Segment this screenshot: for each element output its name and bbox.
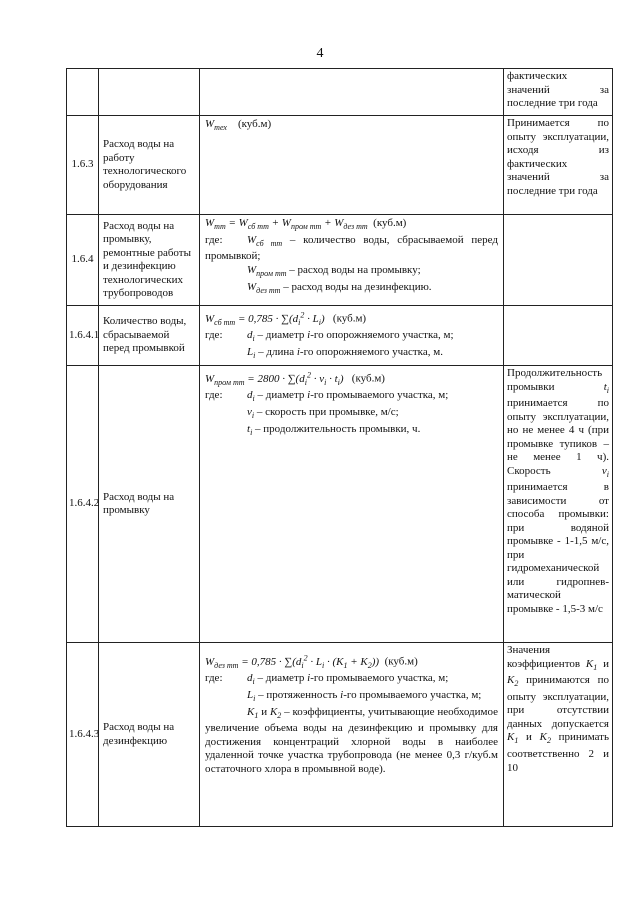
row-name: Количество воды, сбрасываемой перед промывкой xyxy=(99,306,200,366)
table-row xyxy=(67,306,613,366)
formula-line: где: $d_i$ – диаметр i-го промываемого участка, м; xyxy=(205,672,449,687)
row-number: 1.6.4.3 xyxy=(67,643,99,827)
row-name: Расход воды на работу технологического оборудования xyxy=(99,116,200,215)
row-formula xyxy=(200,643,504,827)
formula-line: $L_i$ – протяженность i-го промываемого участка, м; xyxy=(247,689,482,704)
water-consumption-table xyxy=(66,68,613,827)
formula-line: $v_i$ – скорость при промывке, м/с; xyxy=(247,406,399,421)
row-formula xyxy=(200,116,504,215)
formula-main: $W_{пром тт} = 2800 \cdot \sum(d_i^2 \cdot v_i \cdot t_i)$ (куб.м) xyxy=(205,370,385,387)
formula-main: $W_{дез тт} = 0,785 \cdot \sum(d_i^2 \cdot L_i \cdot (K_1 + K_2))$ (куб.м) xyxy=(205,653,418,670)
formula-line: $W_{дез тт}$ – расход воды на дезинфекцию. xyxy=(247,280,432,295)
formula-line: где: $d_i$ – диаметр i-го промываемого участка, м; xyxy=(205,389,449,404)
formula-line: где: $d_i$ – диаметр i-го опорожняемого участка, м; xyxy=(205,329,454,344)
formula-line: $t_i$ – продолжительность промывки, ч. xyxy=(247,422,421,437)
row-formula xyxy=(200,306,504,366)
row-formula xyxy=(200,215,504,306)
table-row xyxy=(67,366,613,643)
formula-line: $W_{пром тт}$ – расход воды на промывку; xyxy=(247,263,421,279)
row-name: Расход воды на промывку xyxy=(99,366,200,643)
row-number: 1.6.3 xyxy=(67,116,99,215)
row-note xyxy=(504,215,613,306)
formula-main: $W_{тт} = W_{сб тт} + W_{пром тт} + W_{дез тт}$ (куб.м) xyxy=(205,217,407,232)
formula-line: $L_i$ – длина i-го опорожняемого участка, м. xyxy=(247,346,443,361)
formula-main: $W_{тех}$ (куб.м) xyxy=(205,118,272,133)
table-row xyxy=(67,116,613,215)
table-row xyxy=(67,215,613,306)
row-note: Продолжительность промывки $t_i$ принимается по опыту эксплуатации, но не менее 4 ч (при промывке тупиков – не менее 1 ч). Скорость $v_i$ принимается в зависимости от способа промывки: при водяной промывке - 1-1,5 м/с, при гидромеханической или гидропнев-матической промывке - 1,5-3 м/с xyxy=(504,366,613,643)
row-name xyxy=(99,69,200,116)
row-name: Расход воды на дезинфекцию xyxy=(99,643,200,827)
row-note: Принимается по опыту эксплуатации, исходя из фактических значений за последние три года xyxy=(504,116,613,215)
formula-line: $K_1$ и $K_2$ – коэффициенты, учитывающие необходимое увеличение объема воды на дезинфекцию и промывку для достижения концентраций хлорной воды в наиболее удаленной точке участка трубопровода (не менее 0,3 г/куб.м остаточного хлора в промывной воде). xyxy=(205,705,498,775)
row-formula xyxy=(200,69,504,116)
page-number: 4 xyxy=(316,46,324,61)
row-note: Значения коэффициентов $K_1$ и $K_2$ принимаются по опыту эксплуатации, при отсутствии данных допускается $K_1$ и $K_2$ принимать соответственно 2 и 10 xyxy=(504,643,613,827)
row-note xyxy=(504,306,613,366)
row-note: фактических значений за последние три года xyxy=(504,69,613,116)
table-row xyxy=(67,69,613,116)
row-formula xyxy=(200,366,504,643)
formula-line: где: $W_{сб тт}$ – количество воды, сбрасываемой перед промывкой; xyxy=(205,233,498,263)
formula-main: $W_{сб тт} = 0,785 \cdot \sum(d_i^2 \cdot L_i)$ (куб.м) xyxy=(205,310,367,327)
row-name: Расход воды на промывку, ремонтные работы и дезинфекцию технологических трубопроводов xyxy=(99,215,200,306)
row-number: 1.6.4.1 xyxy=(67,306,99,366)
row-number: 1.6.4.2 xyxy=(67,366,99,643)
table-row xyxy=(67,643,613,827)
row-number xyxy=(67,69,99,116)
row-number: 1.6.4 xyxy=(67,215,99,306)
